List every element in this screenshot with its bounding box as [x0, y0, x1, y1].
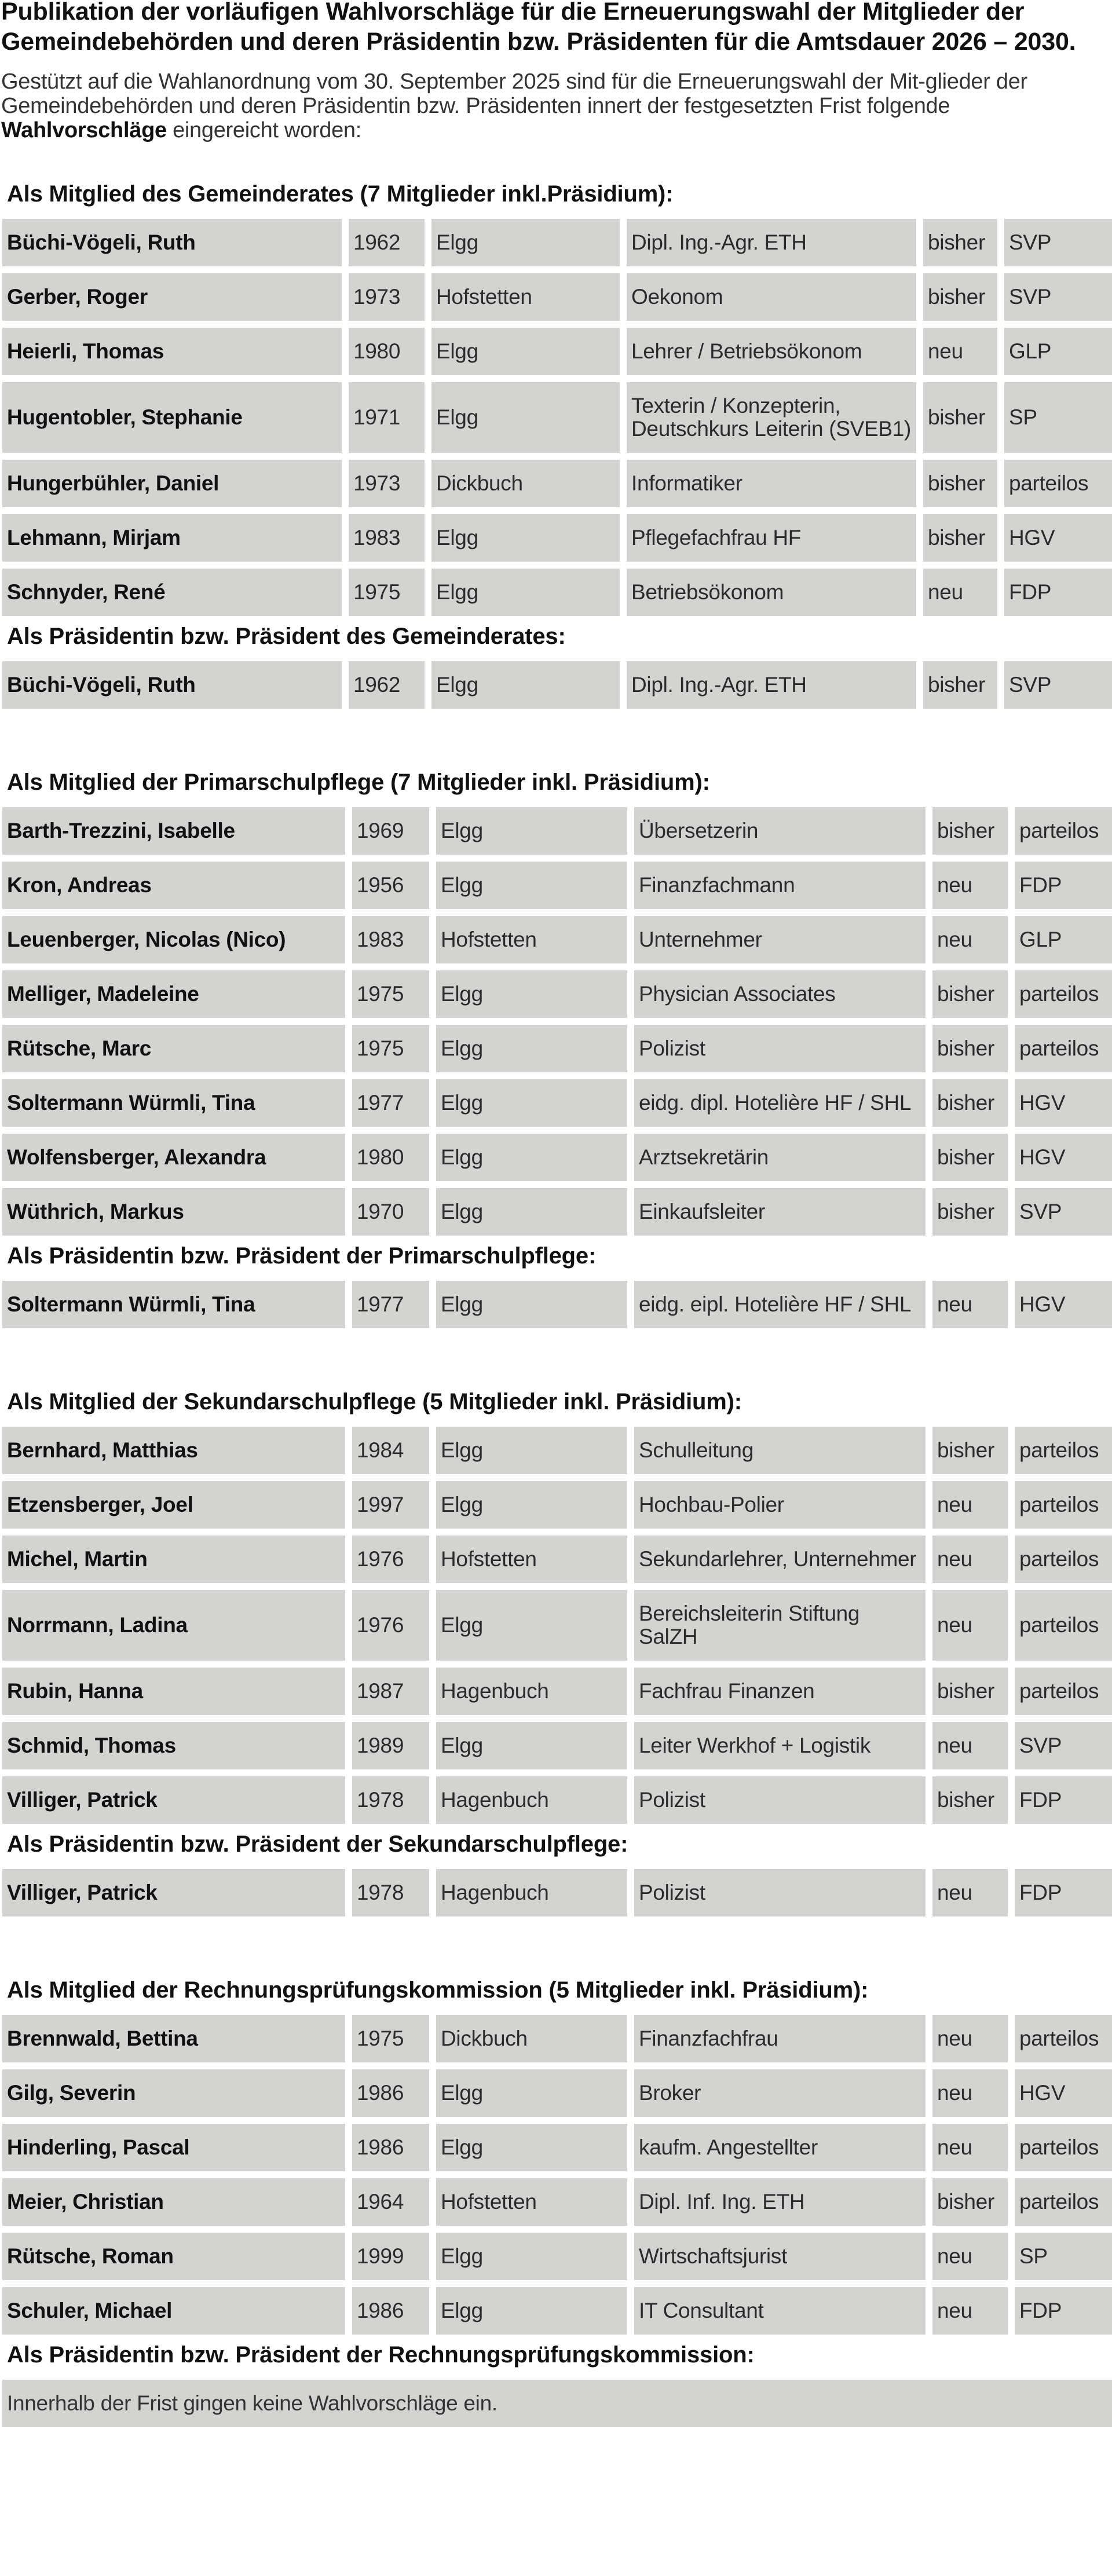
candidate-residence: Elgg: [431, 328, 620, 375]
candidate-row: [2, 569, 1112, 616]
candidate-name: Bernhard, Matthias: [2, 1427, 345, 1474]
candidate-occupation: Betriebsökonom: [627, 569, 916, 616]
candidate-name: Norrmann, Ladina: [2, 1590, 345, 1661]
sections-container: [0, 181, 1112, 2434]
candidate-occupation: Einkaufsleiter: [634, 1188, 926, 1236]
candidate-name: Brennwald, Bettina: [2, 2015, 345, 2062]
candidate-status: neu: [932, 1869, 1008, 1917]
candidate-party: FDP: [1015, 862, 1112, 909]
candidate-birth-year: 1978: [352, 1869, 429, 1917]
candidate-row: [2, 1079, 1112, 1127]
candidate-residence: Hagenbuch: [436, 1668, 627, 1715]
candidate-status: bisher: [932, 1079, 1008, 1127]
section-heading: Als Mitglied des Gemeinderates (7 Mitglieder inkl.Präsidium):: [7, 181, 674, 207]
candidate-table: [0, 212, 1112, 623]
candidate-status: neu: [932, 1481, 1008, 1529]
candidate-party: SP: [1004, 382, 1112, 453]
candidate-party: HGV: [1015, 1079, 1112, 1127]
candidate-name: Schmid, Thomas: [2, 1722, 345, 1769]
candidate-status: bisher: [932, 970, 1008, 1018]
candidate-row: [2, 1869, 1112, 1917]
candidate-row: [2, 1481, 1112, 1529]
candidate-birth-year: 1983: [352, 916, 429, 963]
candidate-name: Schnyder, René: [2, 569, 342, 616]
candidate-row: [2, 2233, 1112, 2280]
candidate-table: [0, 654, 1112, 716]
candidate-name: Kron, Andreas: [2, 862, 345, 909]
candidate-name: Villiger, Patrick: [2, 1869, 345, 1917]
candidate-occupation: Informatiker: [627, 460, 916, 507]
candidate-row: [2, 916, 1112, 963]
candidate-birth-year: 1986: [352, 2124, 429, 2171]
section-heading: Als Mitglied der Sekundarschulpflege (5 Mitglieder inkl. Präsidium):: [7, 1389, 742, 1415]
candidate-residence: Elgg: [436, 1722, 627, 1769]
candidate-residence: Dickbuch: [436, 2015, 627, 2062]
candidate-party: parteilos: [1004, 460, 1112, 507]
candidate-occupation: Hochbau-Polier: [634, 1481, 926, 1529]
candidate-row: [2, 460, 1112, 507]
candidate-residence: Hofstetten: [436, 916, 627, 963]
candidate-row: [2, 1590, 1112, 1661]
candidate-status: bisher: [932, 1427, 1008, 1474]
candidate-row: [2, 807, 1112, 855]
candidate-name: Michel, Martin: [2, 1536, 345, 1583]
candidate-name: Barth-Trezzini, Isabelle: [2, 807, 345, 855]
intro-text-end: eingereicht worden:: [166, 118, 362, 142]
candidate-row: [2, 1722, 1112, 1769]
candidate-birth-year: 1977: [352, 1079, 429, 1127]
candidate-status: neu: [923, 328, 997, 375]
candidate-residence: Elgg: [436, 2287, 627, 2335]
candidate-name: Heierli, Thomas: [2, 328, 342, 375]
candidate-name: Lehmann, Mirjam: [2, 514, 342, 562]
candidate-row: [2, 1188, 1112, 1236]
section-heading: Als Mitglied der Primarschulpflege (7 Mitglieder inkl. Präsidium):: [7, 769, 710, 795]
candidate-table: [0, 1420, 1112, 1831]
candidate-birth-year: 1976: [352, 1536, 429, 1583]
president-note-wrapper: [0, 2373, 1112, 2434]
candidate-party: GLP: [1015, 916, 1112, 963]
candidate-table-wrapper: [0, 654, 1112, 716]
candidate-occupation: eidg. eipl. Hotelière HF / SHL: [634, 1281, 926, 1328]
candidate-party: HGV: [1015, 2069, 1112, 2117]
president-note: Innerhalb der Frist gingen keine Wahlvorschläge ein.: [2, 2380, 1112, 2427]
candidate-party: parteilos: [1015, 2124, 1112, 2171]
candidate-residence: Elgg: [436, 1134, 627, 1181]
candidate-row: [2, 514, 1112, 562]
candidate-party: FDP: [1015, 2287, 1112, 2335]
candidate-residence: Dickbuch: [431, 460, 620, 507]
candidate-occupation: Physician Associates: [634, 970, 926, 1018]
candidate-party: SVP: [1004, 661, 1112, 709]
candidate-name: Rütsche, Roman: [2, 2233, 345, 2280]
candidate-occupation: Übersetzerin: [634, 807, 926, 855]
candidate-party: GLP: [1004, 328, 1112, 375]
president-note-row: [2, 2380, 1112, 2427]
candidate-row: [2, 970, 1112, 1018]
candidate-row: [2, 2178, 1112, 2226]
candidate-birth-year: 1971: [349, 382, 425, 453]
candidate-party: parteilos: [1015, 2178, 1112, 2226]
candidate-occupation: Schulleitung: [634, 1427, 926, 1474]
president-heading: Als Präsidentin bzw. Präsident der Primarschulpflege:: [7, 1243, 597, 1269]
candidate-birth-year: 1980: [349, 328, 425, 375]
candidate-birth-year: 1978: [352, 1776, 429, 1824]
candidate-row: [2, 2124, 1112, 2171]
candidate-row: [2, 862, 1112, 909]
candidate-party: parteilos: [1015, 1427, 1112, 1474]
candidate-birth-year: 1969: [352, 807, 429, 855]
candidate-name: Leuenberger, Nicolas (Nico): [2, 916, 345, 963]
candidate-status: bisher: [932, 1188, 1008, 1236]
candidate-birth-year: 1975: [352, 1025, 429, 1072]
candidate-party: parteilos: [1015, 970, 1112, 1018]
candidate-party: SVP: [1004, 273, 1112, 321]
candidate-name: Hinderling, Pascal: [2, 2124, 345, 2171]
candidate-occupation: Polizist: [634, 1869, 926, 1917]
candidate-party: parteilos: [1015, 1025, 1112, 1072]
candidate-name: Gilg, Severin: [2, 2069, 345, 2117]
candidate-party: parteilos: [1015, 2015, 1112, 2062]
candidate-table: [0, 1862, 1112, 1923]
candidate-table: [0, 1274, 1112, 1335]
candidate-party: parteilos: [1015, 1590, 1112, 1661]
candidate-party: HGV: [1015, 1281, 1112, 1328]
candidate-name: Wolfensberger, Alexandra: [2, 1134, 345, 1181]
candidate-row: [2, 328, 1112, 375]
candidate-status: neu: [932, 2015, 1008, 2062]
candidate-residence: Elgg: [436, 970, 627, 1018]
candidate-birth-year: 1999: [352, 2233, 429, 2280]
candidate-party: FDP: [1015, 1869, 1112, 1917]
candidate-occupation: Dipl. Ing.-Agr. ETH: [627, 219, 916, 266]
candidate-residence: Elgg: [436, 1281, 627, 1328]
candidate-status: neu: [932, 2124, 1008, 2171]
president-heading: Als Präsidentin bzw. Präsident der Rechnungsprüfungskommission:: [7, 2342, 755, 2368]
candidate-party: parteilos: [1015, 807, 1112, 855]
candidate-residence: Elgg: [436, 807, 627, 855]
candidate-status: bisher: [932, 1025, 1008, 1072]
candidate-residence: Elgg: [431, 661, 620, 709]
candidate-status: bisher: [932, 2178, 1008, 2226]
candidate-birth-year: 1970: [352, 1188, 429, 1236]
candidate-occupation: Finanzfachmann: [634, 862, 926, 909]
candidate-occupation: Broker: [634, 2069, 926, 2117]
candidate-status: neu: [932, 862, 1008, 909]
candidate-birth-year: 1975: [352, 970, 429, 1018]
candidate-birth-year: 1983: [349, 514, 425, 562]
candidate-residence: Elgg: [436, 2124, 627, 2171]
candidate-occupation: Oekonom: [627, 273, 916, 321]
candidate-birth-year: 1976: [352, 1590, 429, 1661]
candidate-party: SP: [1015, 2233, 1112, 2280]
candidate-birth-year: 1962: [349, 661, 425, 709]
candidate-row: [2, 273, 1112, 321]
candidate-name: Etzensberger, Joel: [2, 1481, 345, 1529]
candidate-status: bisher: [932, 1776, 1008, 1824]
candidate-name: Meier, Christian: [2, 2178, 345, 2226]
candidate-party: FDP: [1004, 569, 1112, 616]
candidate-birth-year: 1964: [352, 2178, 429, 2226]
page-title: Publikation der vorläufigen Wahlvorschläge für die Erneuerungswahl der Mitglieder der Gemeindebehörden und deren Präsidentin bzw. Präsidenten für die Amtsdauer 2026 – 2030.: [1, 0, 1076, 56]
candidate-status: neu: [932, 2069, 1008, 2117]
candidate-status: bisher: [923, 460, 997, 507]
candidate-party: HGV: [1004, 514, 1112, 562]
candidate-party: HGV: [1015, 1134, 1112, 1181]
candidate-party: SVP: [1015, 1722, 1112, 1769]
candidate-row: [2, 1536, 1112, 1583]
candidate-name: Soltermann Würmli, Tina: [2, 1281, 345, 1328]
candidate-party: SVP: [1015, 1188, 1112, 1236]
candidate-table-wrapper: [0, 2008, 1112, 2342]
candidate-name: Schuler, Michael: [2, 2287, 345, 2335]
candidate-birth-year: 1989: [352, 1722, 429, 1769]
candidate-party: FDP: [1015, 1776, 1112, 1824]
candidate-status: bisher: [932, 807, 1008, 855]
candidate-status: neu: [932, 1722, 1008, 1769]
candidate-residence: Hofstetten: [431, 273, 620, 321]
candidate-name: Büchi-Vögeli, Ruth: [2, 661, 342, 709]
candidate-status: neu: [923, 569, 997, 616]
candidate-residence: Elgg: [436, 1427, 627, 1474]
candidate-table-wrapper: [0, 1420, 1112, 1831]
president-heading: Als Präsidentin bzw. Präsident des Gemeinderates:: [7, 624, 566, 649]
candidate-name: Rütsche, Marc: [2, 1025, 345, 1072]
candidate-name: Hugentobler, Stephanie: [2, 382, 342, 453]
candidate-residence: Elgg: [436, 1590, 627, 1661]
candidate-residence: Elgg: [436, 2233, 627, 2280]
section-heading: Als Mitglied der Rechnungsprüfungskommission (5 Mitglieder inkl. Präsidium):: [7, 1977, 869, 2003]
candidate-residence: Elgg: [431, 514, 620, 562]
candidate-status: bisher: [923, 514, 997, 562]
candidate-birth-year: 1975: [349, 569, 425, 616]
candidate-birth-year: 1980: [352, 1134, 429, 1181]
candidate-residence: Hofstetten: [436, 1536, 627, 1583]
candidate-row: [2, 2069, 1112, 2117]
candidate-status: neu: [932, 916, 1008, 963]
candidate-occupation: eidg. dipl. Hotelière HF / SHL: [634, 1079, 926, 1127]
candidate-table-wrapper: [0, 1274, 1112, 1335]
candidate-name: Soltermann Würmli, Tina: [2, 1079, 345, 1127]
candidate-occupation: IT Consultant: [634, 2287, 926, 2335]
candidate-name: Rubin, Hanna: [2, 1668, 345, 1715]
candidate-residence: Hofstetten: [436, 2178, 627, 2226]
candidate-occupation: kaufm. Angestellter: [634, 2124, 926, 2171]
candidate-birth-year: 1986: [352, 2287, 429, 2335]
candidate-row: [2, 219, 1112, 266]
candidate-birth-year: 1973: [349, 273, 425, 321]
candidate-party: parteilos: [1015, 1536, 1112, 1583]
candidate-table: [0, 2008, 1112, 2342]
candidate-name: Büchi-Vögeli, Ruth: [2, 219, 342, 266]
candidate-occupation: Polizist: [634, 1776, 926, 1824]
candidate-birth-year: 1984: [352, 1427, 429, 1474]
candidate-birth-year: 1962: [349, 219, 425, 266]
candidate-residence: Elgg: [436, 2069, 627, 2117]
candidate-party: SVP: [1004, 219, 1112, 266]
candidate-occupation: Finanzfachfrau: [634, 2015, 926, 2062]
candidate-occupation: Texterin / Konzepterin, Deutschkurs Leiterin (SVEB1): [627, 382, 916, 453]
candidate-occupation: Arztsekretärin: [634, 1134, 926, 1181]
candidate-row: [2, 1668, 1112, 1715]
candidate-status: neu: [932, 2287, 1008, 2335]
candidate-status: neu: [932, 2233, 1008, 2280]
candidate-occupation: Unternehmer: [634, 916, 926, 963]
candidate-residence: Elgg: [436, 862, 627, 909]
candidate-occupation: Dipl. Ing.-Agr. ETH: [627, 661, 916, 709]
candidate-residence: Elgg: [436, 1188, 627, 1236]
candidate-status: bisher: [923, 661, 997, 709]
candidate-status: neu: [932, 1281, 1008, 1328]
candidate-residence: Elgg: [436, 1481, 627, 1529]
intro-paragraph: [0, 69, 1112, 142]
candidate-birth-year: 1975: [352, 2015, 429, 2062]
candidate-residence: Elgg: [431, 569, 620, 616]
candidate-birth-year: 1987: [352, 1668, 429, 1715]
candidate-table-wrapper: [0, 800, 1112, 1243]
candidate-residence: Elgg: [431, 219, 620, 266]
candidate-birth-year: 1986: [352, 2069, 429, 2117]
candidate-table-wrapper: [0, 212, 1112, 623]
candidate-party: parteilos: [1015, 1668, 1112, 1715]
candidate-birth-year: 1973: [349, 460, 425, 507]
candidate-name: Hungerbühler, Daniel: [2, 460, 342, 507]
president-note-table: [0, 2373, 1112, 2434]
candidate-row: [2, 1025, 1112, 1072]
candidate-occupation: Wirtschaftsjurist: [634, 2233, 926, 2280]
candidate-occupation: Bereichsleiterin Stiftung SalZH: [634, 1590, 926, 1661]
candidate-row: [2, 2287, 1112, 2335]
candidate-occupation: Sekundarlehrer, Unternehmer: [634, 1536, 926, 1583]
candidate-birth-year: 1956: [352, 862, 429, 909]
candidate-occupation: Pflegefachfrau HF: [627, 514, 916, 562]
candidate-row: [2, 2015, 1112, 2062]
candidate-status: bisher: [932, 1668, 1008, 1715]
candidate-birth-year: 1977: [352, 1281, 429, 1328]
candidate-name: Melliger, Madeleine: [2, 970, 345, 1018]
president-heading: Als Präsidentin bzw. Präsident der Sekundarschulpflege:: [7, 1831, 628, 1857]
candidate-row: [2, 661, 1112, 709]
candidate-table-wrapper: [0, 1862, 1112, 1923]
candidate-name: Villiger, Patrick: [2, 1776, 345, 1824]
candidate-table: [0, 800, 1112, 1243]
candidate-row: [2, 1281, 1112, 1328]
candidate-status: bisher: [923, 219, 997, 266]
candidate-name: Wüthrich, Markus: [2, 1188, 345, 1236]
candidate-occupation: Polizist: [634, 1025, 926, 1072]
candidate-occupation: Fachfrau Finanzen: [634, 1668, 926, 1715]
candidate-name: Gerber, Roger: [2, 273, 342, 321]
candidate-status: bisher: [923, 382, 997, 453]
candidate-residence: Elgg: [436, 1025, 627, 1072]
candidate-status: bisher: [923, 273, 997, 321]
candidate-occupation: Dipl. Inf. Ing. ETH: [634, 2178, 926, 2226]
candidate-status: neu: [932, 1590, 1008, 1661]
candidate-row: [2, 1776, 1112, 1824]
candidate-status: neu: [932, 1536, 1008, 1583]
intro-bold-text: Wahlvorschläge: [1, 118, 167, 142]
candidate-row: [2, 1427, 1112, 1474]
candidate-status: bisher: [932, 1134, 1008, 1181]
candidate-occupation: Leiter Werkhof + Logistik: [634, 1722, 926, 1769]
candidate-residence: Hagenbuch: [436, 1869, 627, 1917]
candidate-residence: Elgg: [431, 382, 620, 453]
candidate-occupation: Lehrer / Betriebsökonom: [627, 328, 916, 375]
candidate-row: [2, 382, 1112, 453]
candidate-row: [2, 1134, 1112, 1181]
intro-text: Gestützt auf die Wahlanordnung vom 30. September 2025 sind für die Erneuerungswahl der Mit-glieder der Gemeindebehörden und deren Präsidentin bzw. Präsidenten innert der festgesetzten Frist folgende: [1, 69, 1027, 118]
candidate-birth-year: 1997: [352, 1481, 429, 1529]
candidate-residence: Elgg: [436, 1079, 627, 1127]
candidate-residence: Hagenbuch: [436, 1776, 627, 1824]
candidate-party: parteilos: [1015, 1481, 1112, 1529]
